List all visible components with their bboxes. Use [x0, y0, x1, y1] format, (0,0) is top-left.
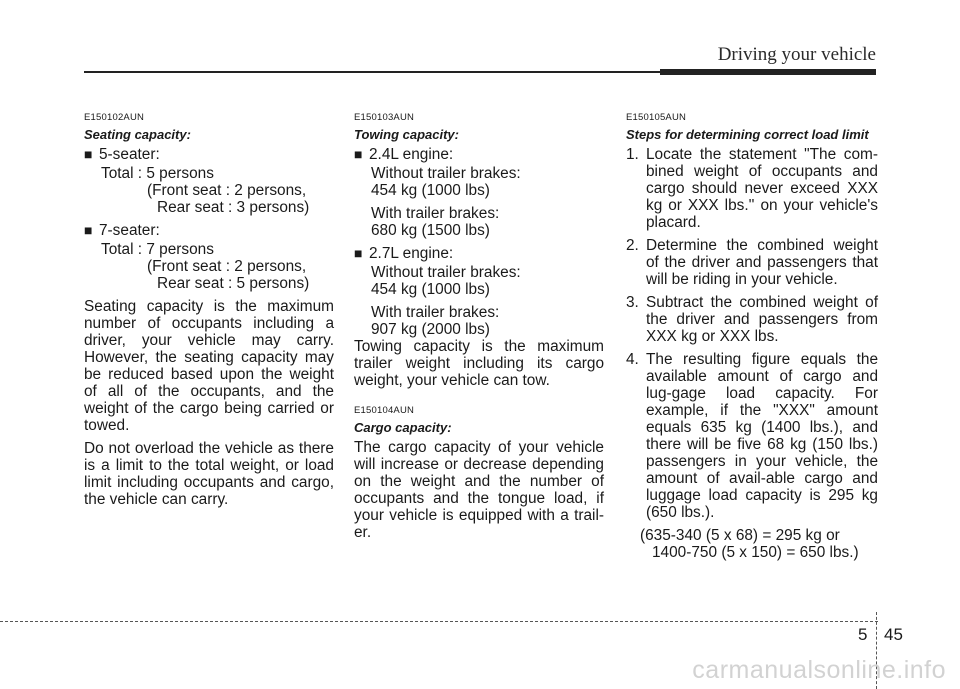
rear-seat-line: Rear seat : 5 persons)	[157, 275, 310, 292]
section-heading: Steps for determining correct load limit	[626, 127, 869, 142]
list-item-label: 5-seater:	[99, 146, 160, 163]
front-seat-line: (Front seat : 2 persons,	[147, 182, 307, 199]
section-heading: Seating capacity:	[84, 127, 191, 142]
list-item	[626, 146, 878, 231]
section-heading: Cargo capacity:	[354, 420, 452, 435]
step-text: The resulting figure equals the available amount of cargo and lug-gage load capacity. For example, if the "XXX" amount equals 635 kg (1400 lbs.), and there will be five 68 kg (150 lbs.) passengers in your vehicle, the amount of avail-able cargo and luggage load capacity is 295 kg (650 lbs.).	[646, 351, 878, 521]
list-item	[84, 222, 334, 239]
watermark: carmanualsonline.info	[692, 656, 946, 684]
header-rule-accent	[660, 69, 876, 75]
section-code: E150105AUN	[626, 112, 687, 123]
chapter-number: 5	[858, 625, 868, 644]
spec-label: With trailer brakes:	[371, 205, 500, 222]
rear-seat-line: Rear seat : 3 persons)	[157, 199, 310, 216]
step-number: 4.	[626, 351, 639, 368]
paragraph: Do not overload the vehicle as there is a limit to the total weight, or load limit including occupants and cargo, the vehicle can carry.	[84, 440, 334, 508]
front-seat-line: (Front seat : 2 persons,	[147, 258, 307, 275]
spec-label: Without trailer brakes:	[371, 165, 521, 182]
step-text: Subtract the combined weight of the driver and passengers from XXX kg or XXX lbs.	[646, 294, 878, 345]
step-number: 2.	[626, 237, 639, 254]
list-item	[626, 237, 878, 288]
column-load-limit	[626, 112, 878, 561]
column-seating	[84, 112, 334, 508]
list-item	[354, 146, 604, 163]
section-heading: Towing capacity:	[354, 127, 459, 142]
spec-value: 454 kg (1000 lbs)	[371, 182, 490, 199]
paragraph: Seating capacity is the maximum number of occupants including a driver, your vehicle may carry. However, the seating capacity may be reduced based upon the weight of all of the occupants, and the weight of the cargo being carried or towed.	[84, 298, 334, 434]
paragraph: Towing capacity is the maximum trailer weight including its cargo weight, your vehicle can tow.	[354, 338, 604, 389]
paragraph: The cargo capacity of your vehicle will increase or decrease depending on the weight and the number of occupants and the tongue load, if your vehicle is equipped with a trail-er.	[354, 439, 604, 541]
step-text: Locate the statement "The com-bined weight of occupants and cargo should never exceed XXX kg or XXX lbs.'' on your vehicle's placard.	[646, 146, 878, 231]
list-item	[626, 294, 878, 345]
total-line: Total : 7 persons	[101, 241, 214, 258]
list-item	[626, 351, 878, 521]
section-code: E150103AUN	[354, 112, 415, 123]
list-item	[354, 245, 604, 262]
total-line: Total : 5 persons	[101, 165, 214, 182]
spec-label: With trailer brakes:	[371, 304, 500, 321]
spec-value: 454 kg (1000 lbs)	[371, 281, 490, 298]
step-text: Determine the combined weight of the driver and passengers that will be riding in your vehicle.	[646, 237, 878, 288]
section-code: E150102AUN	[84, 112, 145, 123]
list-item	[84, 146, 334, 163]
square-bullet-icon: ■	[84, 146, 93, 162]
list-item-label: 2.7L engine:	[369, 245, 454, 262]
footer-rule	[0, 621, 878, 622]
section-code: E150104AUN	[354, 405, 415, 416]
header-rule	[84, 71, 660, 73]
list-item-label: 7-seater:	[99, 222, 160, 239]
spec-label: Without trailer brakes:	[371, 264, 521, 281]
page-title: Driving your vehicle	[717, 44, 876, 65]
calculation-line: (635-340 (5 x 68) = 295 kg or	[640, 527, 840, 544]
calculation-line: 1400-750 (5 x 150) = 650 lbs.)	[652, 544, 859, 561]
page-number: 45	[884, 625, 903, 644]
square-bullet-icon: ■	[354, 245, 363, 261]
step-number: 3.	[626, 294, 639, 311]
step-number: 1.	[626, 146, 639, 163]
spec-value: 907 kg (2000 lbs)	[371, 321, 490, 338]
square-bullet-icon: ■	[84, 222, 93, 238]
list-item-label: 2.4L engine:	[369, 146, 454, 163]
square-bullet-icon: ■	[354, 146, 363, 162]
column-towing	[354, 112, 604, 541]
spec-value: 680 kg (1500 lbs)	[371, 222, 490, 239]
